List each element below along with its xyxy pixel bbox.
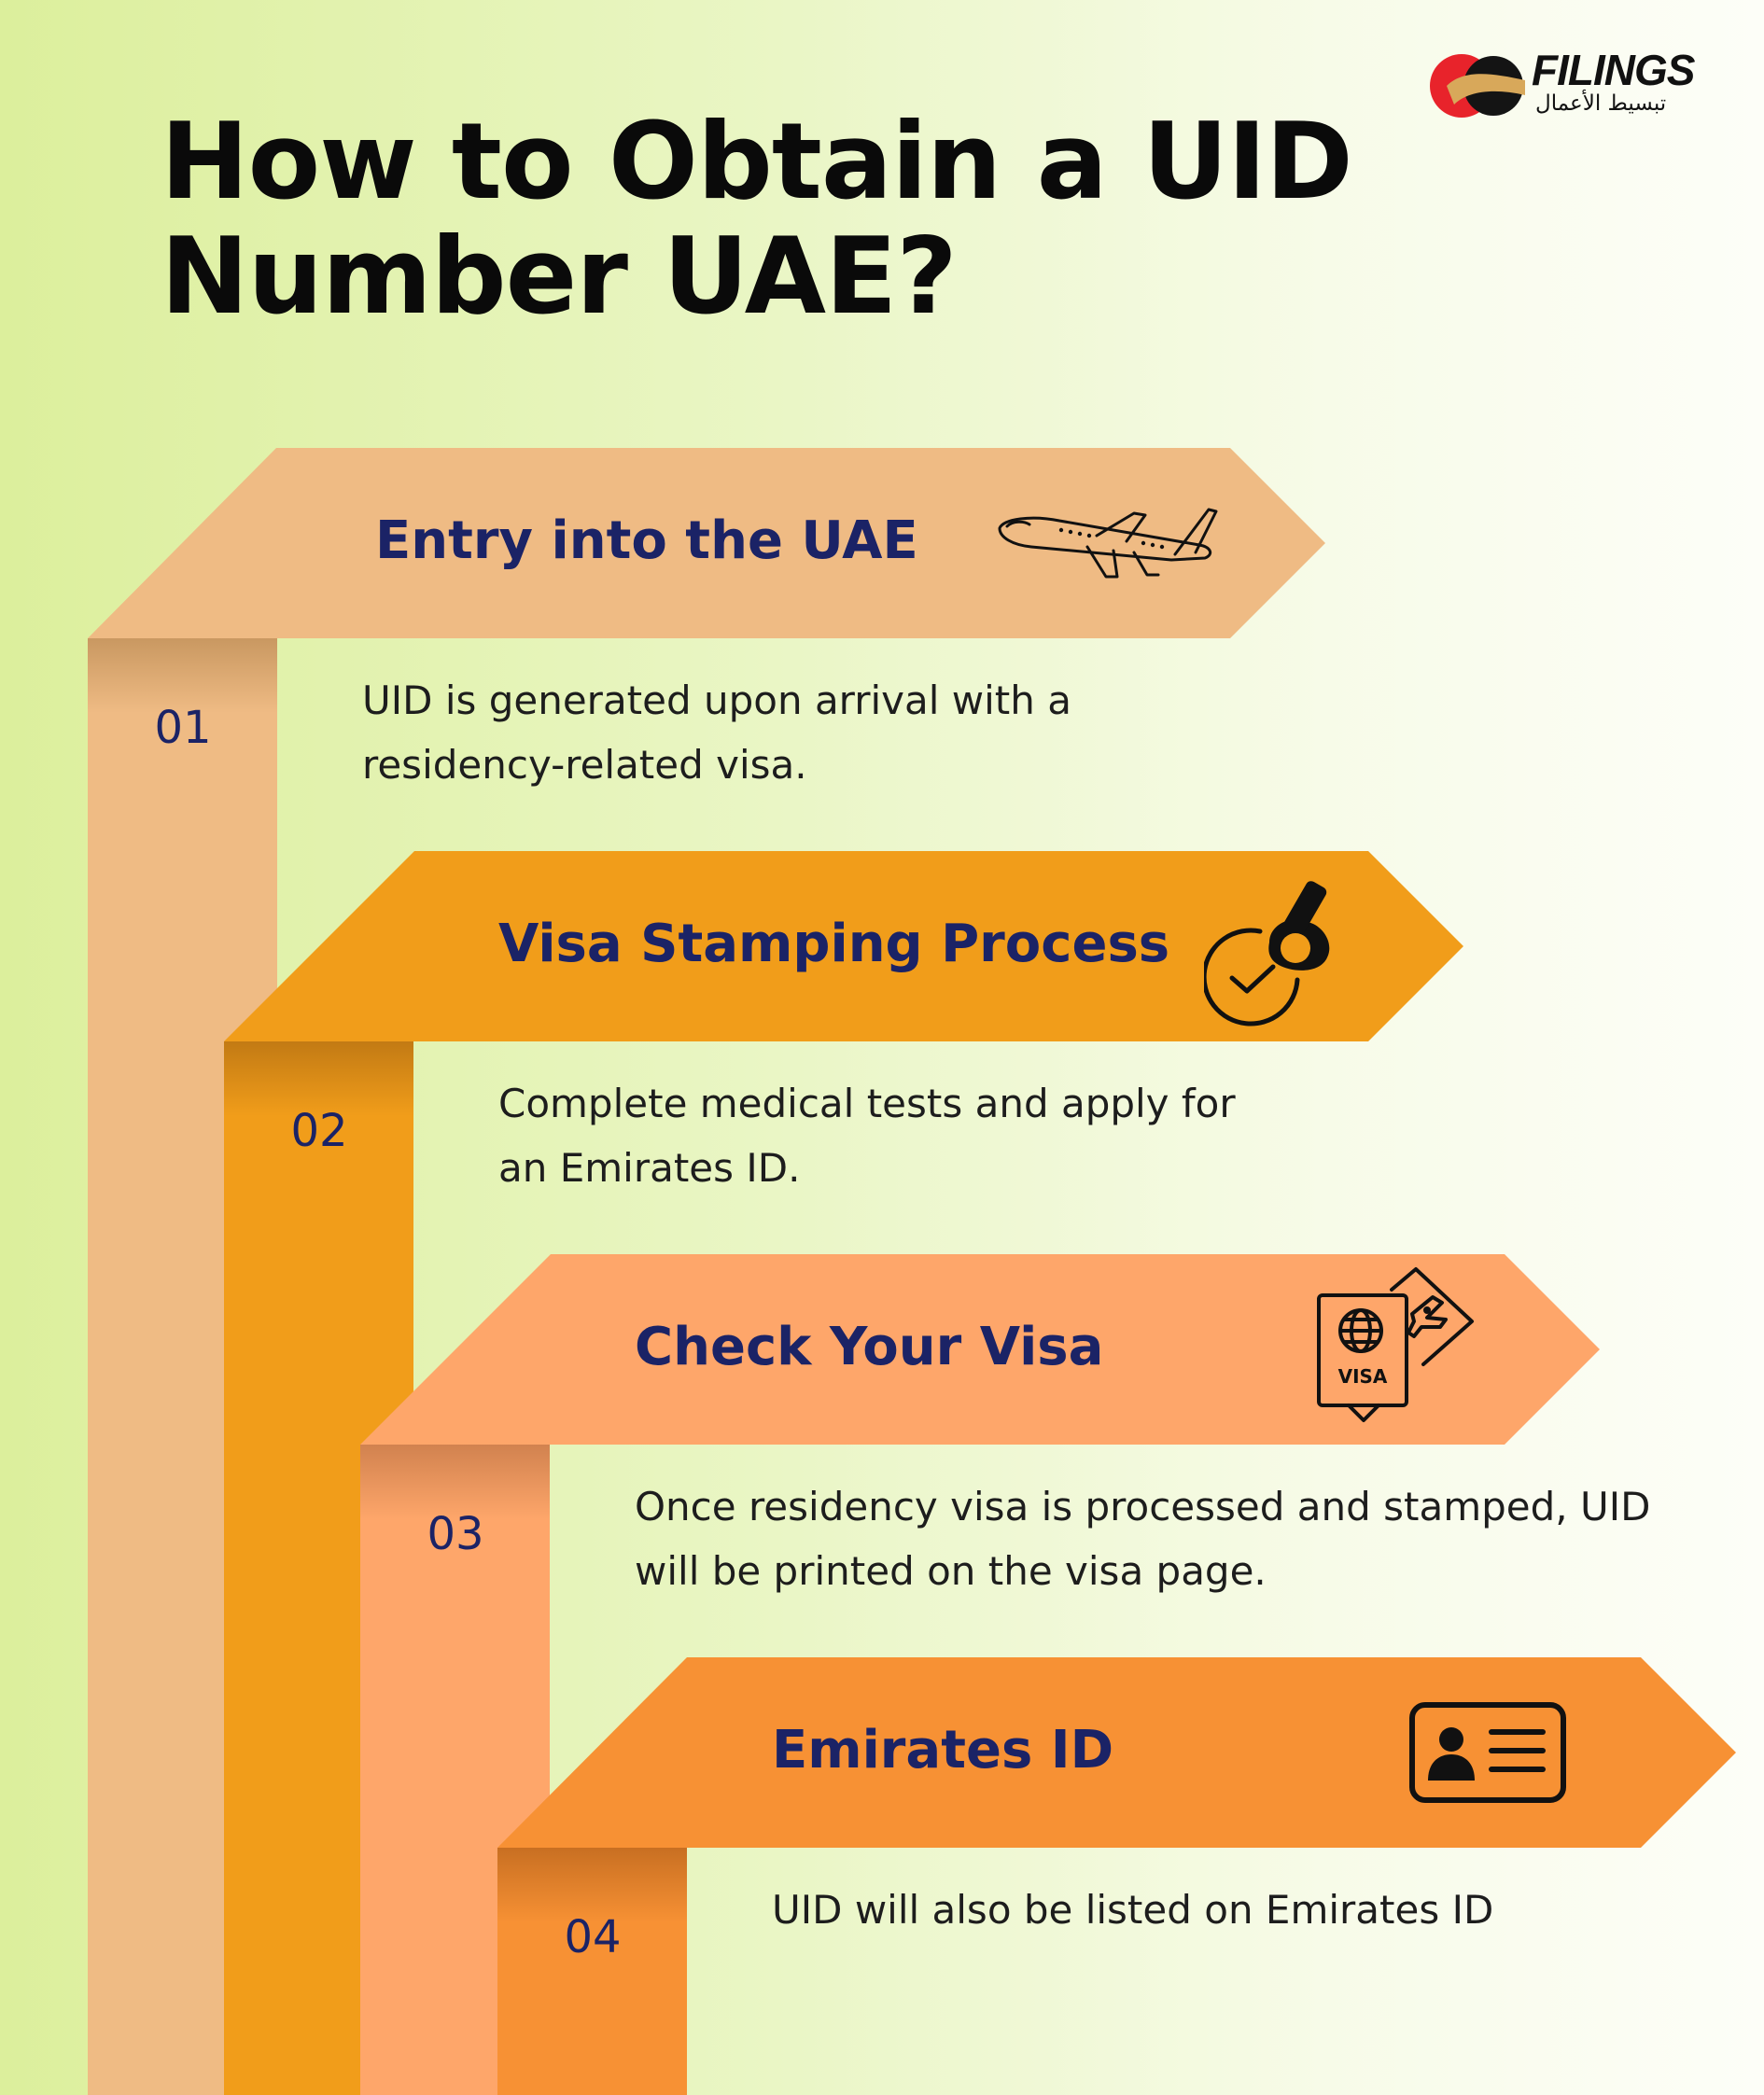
visa-icon-label: VISA bbox=[1337, 1365, 1388, 1388]
airplane-icon bbox=[994, 500, 1227, 584]
step-1-number: 01 bbox=[154, 702, 212, 754]
id-card-icon bbox=[1407, 1700, 1571, 1805]
step-4-description: UID will also be listed on Emirates ID bbox=[772, 1887, 1494, 1933]
stamp-icon bbox=[1204, 868, 1363, 1027]
step-3-description: Once residency visa is processed and stamped, UID will be printed on the visa page. bbox=[635, 1484, 1651, 1594]
brand-name: FILINGS bbox=[1532, 46, 1695, 94]
step-2-number: 02 bbox=[290, 1105, 348, 1157]
step-1-title: Entry into the UAE bbox=[375, 510, 918, 571]
step-2-title: Visa Stamping Process bbox=[498, 914, 1170, 974]
page-title: How to Obtain a UID Number UAE? bbox=[161, 100, 1352, 338]
visa-passport-icon bbox=[1311, 1262, 1479, 1439]
step-1-description: UID is generated upon arrival with a residency-related visa. bbox=[362, 677, 1071, 788]
brand-tagline: تبسيط الأعمال bbox=[1535, 91, 1667, 116]
step-3-title: Check Your Visa bbox=[635, 1317, 1104, 1377]
step-4-title: Emirates ID bbox=[772, 1720, 1114, 1781]
step-2-description: Complete medical tests and apply for an Emirates ID. bbox=[498, 1081, 1236, 1191]
step-4-number: 04 bbox=[564, 1911, 622, 1963]
step-3-number: 03 bbox=[427, 1508, 484, 1560]
